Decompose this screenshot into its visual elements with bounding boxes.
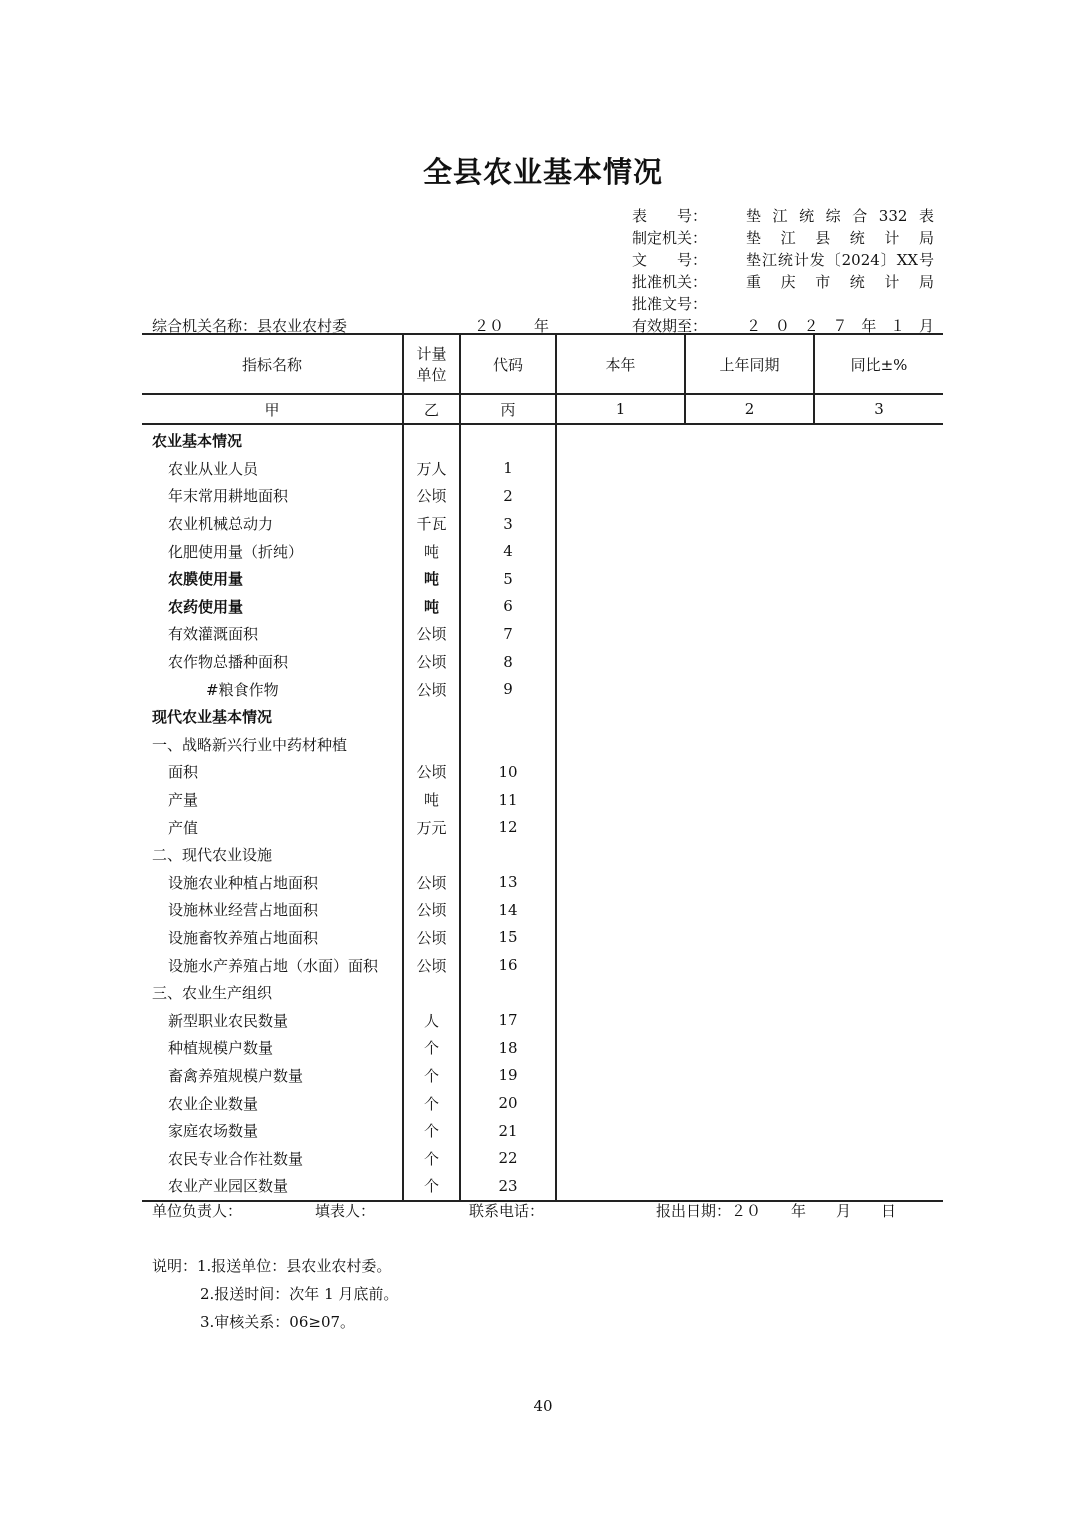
row-value-last-year[interactable] <box>685 841 814 869</box>
row-unit: 个 <box>403 1144 460 1172</box>
column-index: 3 <box>814 394 943 424</box>
table-row <box>142 813 943 841</box>
row-value-yoy[interactable] <box>814 675 943 703</box>
note-line: 3.审核关系：06≥07。 <box>200 1313 356 1331</box>
meta-label: 制定机关： <box>632 229 708 247</box>
table-row <box>142 924 943 952</box>
row-unit: 公顷 <box>403 896 460 924</box>
table-row <box>142 869 943 897</box>
valid-until-value: ２０２７年１月 <box>746 317 934 335</box>
row-unit: 吨 <box>403 786 460 814</box>
row-indicator-name: 农药使用量 <box>142 593 403 621</box>
row-unit: 吨 <box>403 537 460 565</box>
note-line: 说明：1.报送单位：县农业农村委。 <box>152 1257 392 1275</box>
table-row <box>142 1034 943 1062</box>
data-table <box>142 333 943 1202</box>
row-unit: 吨 <box>403 565 460 593</box>
row-unit: 个 <box>403 1089 460 1117</box>
table-row <box>142 841 943 869</box>
row-value-last-year[interactable] <box>685 1006 814 1034</box>
row-value-this-year[interactable] <box>556 510 685 538</box>
row-code: 17 <box>460 1006 556 1034</box>
table-row <box>142 482 943 510</box>
table-row <box>142 455 943 483</box>
row-value-this-year[interactable] <box>556 924 685 952</box>
row-value-yoy[interactable] <box>814 841 943 869</box>
row-code: 14 <box>460 896 556 924</box>
row-code: 6 <box>460 593 556 621</box>
col-header-unit-line2: 单位 <box>416 366 447 384</box>
row-value-yoy[interactable] <box>814 896 943 924</box>
row-value-last-year[interactable] <box>685 675 814 703</box>
row-value-last-year[interactable] <box>685 565 814 593</box>
row-value-yoy[interactable] <box>814 620 943 648</box>
row-indicator-name: 设施农业种植占地面积 <box>142 869 403 897</box>
row-unit: 公顷 <box>403 620 460 648</box>
table-row <box>142 675 943 703</box>
row-code: 5 <box>460 565 556 593</box>
table-row <box>142 565 943 593</box>
row-unit: 公顷 <box>403 758 460 786</box>
meta-label: 表 号： <box>632 207 708 225</box>
row-code: 19 <box>460 1062 556 1090</box>
row-value-this-year[interactable] <box>556 675 685 703</box>
row-value-this-year[interactable] <box>556 620 685 648</box>
row-value-yoy[interactable] <box>814 1006 943 1034</box>
row-indicator-name: 三、农业生产组织 <box>142 979 403 1007</box>
meta-label: 批准文号： <box>632 295 708 313</box>
row-value-last-year[interactable] <box>685 510 814 538</box>
row-value-yoy[interactable] <box>814 565 943 593</box>
row-value-last-year[interactable] <box>685 813 814 841</box>
table-row <box>142 786 943 814</box>
footer-responsible: 单位负责人： <box>152 1202 243 1220</box>
row-code: 13 <box>460 869 556 897</box>
row-indicator-name: 农业基本情况 <box>142 427 403 455</box>
table-row <box>142 1006 943 1034</box>
row-value-this-year[interactable] <box>556 648 685 676</box>
row-unit: 公顷 <box>403 675 460 703</box>
row-indicator-name: 产量 <box>142 786 403 814</box>
column-index: 甲 <box>142 394 403 424</box>
row-value-last-year[interactable] <box>685 1117 814 1145</box>
row-value-this-year[interactable] <box>556 1034 685 1062</box>
row-unit: 千瓦 <box>403 510 460 538</box>
row-code: 10 <box>460 758 556 786</box>
col-header-name: 指标名称 <box>142 334 403 394</box>
row-value-last-year[interactable] <box>685 537 814 565</box>
footer-report-date: 报出日期：２０ 年 月 日 <box>656 1202 897 1220</box>
row-value-this-year[interactable] <box>556 951 685 979</box>
row-indicator-name: #粮食作物 <box>142 675 403 703</box>
row-unit: 吨 <box>403 593 460 621</box>
row-value-yoy[interactable] <box>814 1172 943 1201</box>
row-value-last-year[interactable] <box>685 786 814 814</box>
table-row <box>142 537 943 565</box>
row-unit: 公顷 <box>403 482 460 510</box>
column-index: 丙 <box>460 394 556 424</box>
row-value-last-year[interactable] <box>685 1172 814 1201</box>
table-body <box>142 427 943 1201</box>
row-unit <box>403 703 460 731</box>
row-value-last-year[interactable] <box>685 620 814 648</box>
column-index: 乙 <box>403 394 460 424</box>
meta-label: 文 号： <box>632 251 708 269</box>
row-unit: 公顷 <box>403 924 460 952</box>
row-value-last-year[interactable] <box>685 455 814 483</box>
row-value-yoy[interactable] <box>814 951 943 979</box>
row-unit: 个 <box>403 1117 460 1145</box>
row-code: 16 <box>460 951 556 979</box>
row-value-this-year[interactable] <box>556 427 685 455</box>
row-indicator-name: 农业从业人员 <box>142 455 403 483</box>
col-header-yoy: 同比±% <box>814 334 943 394</box>
meta-value: 重庆市统计局 <box>746 273 934 291</box>
row-indicator-name: 新型职业农民数量 <box>142 1006 403 1034</box>
table-row <box>142 1144 943 1172</box>
row-value-last-year[interactable] <box>685 1144 814 1172</box>
table-row <box>142 703 943 731</box>
meta-value: 垫江统计发〔2024〕XX号 <box>746 251 934 269</box>
table-row <box>142 620 943 648</box>
row-code <box>460 841 556 869</box>
row-code: 9 <box>460 675 556 703</box>
row-indicator-name: 畜禽养殖规模户数量 <box>142 1062 403 1090</box>
row-value-last-year[interactable] <box>685 1089 814 1117</box>
column-index: 2 <box>685 394 814 424</box>
row-code: 11 <box>460 786 556 814</box>
col-header-unit <box>403 334 460 394</box>
table-row <box>142 758 943 786</box>
row-value-yoy[interactable] <box>814 869 943 897</box>
row-unit: 公顷 <box>403 869 460 897</box>
row-value-yoy[interactable] <box>814 427 943 455</box>
row-value-last-year[interactable] <box>685 896 814 924</box>
row-unit: 个 <box>403 1062 460 1090</box>
row-unit <box>403 731 460 759</box>
row-unit: 个 <box>403 1172 460 1201</box>
row-code: 22 <box>460 1144 556 1172</box>
row-value-yoy[interactable] <box>814 979 943 1007</box>
table-header-row <box>142 334 943 394</box>
row-indicator-name: 设施水产养殖占地（水面）面积 <box>142 951 403 979</box>
row-unit: 公顷 <box>403 951 460 979</box>
row-value-last-year[interactable] <box>685 758 814 786</box>
table-row <box>142 510 943 538</box>
org-name: 综合机关名称：县农业农村委 <box>152 317 348 335</box>
row-code: 12 <box>460 813 556 841</box>
row-value-this-year[interactable] <box>556 841 685 869</box>
valid-until-label: 有效期至： <box>632 317 708 335</box>
row-indicator-name: 设施畜牧养殖占地面积 <box>142 924 403 952</box>
row-value-last-year[interactable] <box>685 951 814 979</box>
row-value-yoy[interactable] <box>814 1034 943 1062</box>
row-value-yoy[interactable] <box>814 703 943 731</box>
row-indicator-name: 种植规模户数量 <box>142 1034 403 1062</box>
meta-label: 批准机关： <box>632 273 708 291</box>
row-indicator-name: 有效灌溉面积 <box>142 620 403 648</box>
row-unit <box>403 841 460 869</box>
row-value-this-year[interactable] <box>556 565 685 593</box>
row-code: 2 <box>460 482 556 510</box>
row-indicator-name: 农业机械总动力 <box>142 510 403 538</box>
row-value-this-year[interactable] <box>556 813 685 841</box>
note-line: 2.报送时间：次年 1 月底前。 <box>200 1285 399 1303</box>
row-indicator-name: 农业产业园区数量 <box>142 1172 403 1201</box>
row-code: 23 <box>460 1172 556 1201</box>
row-value-this-year[interactable] <box>556 482 685 510</box>
row-unit: 万人 <box>403 455 460 483</box>
row-value-last-year[interactable] <box>685 703 814 731</box>
row-value-this-year[interactable] <box>556 869 685 897</box>
row-value-yoy[interactable] <box>814 593 943 621</box>
row-value-last-year[interactable] <box>685 731 814 759</box>
col-header-this-year: 本年 <box>556 334 685 394</box>
table-row <box>142 1089 943 1117</box>
row-value-last-year[interactable] <box>685 593 814 621</box>
row-value-this-year[interactable] <box>556 758 685 786</box>
row-code <box>460 979 556 1007</box>
col-header-last-year: 上年同期 <box>685 334 814 394</box>
row-value-yoy[interactable] <box>814 786 943 814</box>
table-row <box>142 593 943 621</box>
row-indicator-name: 农民专业合作社数量 <box>142 1144 403 1172</box>
row-code <box>460 703 556 731</box>
row-value-this-year[interactable] <box>556 786 685 814</box>
row-value-this-year[interactable] <box>556 537 685 565</box>
col-header-unit-line1: 计量 <box>416 345 447 363</box>
meta-value: 垫江县统计局 <box>746 229 934 247</box>
row-value-last-year[interactable] <box>685 869 814 897</box>
row-value-yoy[interactable] <box>814 1062 943 1090</box>
row-indicator-name: 家庭农场数量 <box>142 1117 403 1145</box>
row-code: 18 <box>460 1034 556 1062</box>
row-indicator-name: 产值 <box>142 813 403 841</box>
row-value-this-year[interactable] <box>556 979 685 1007</box>
document-title: 全县农业基本情况 <box>422 155 663 189</box>
row-value-this-year[interactable] <box>556 1117 685 1145</box>
table-row <box>142 1172 943 1201</box>
meta-value: 垫江统综合332表 <box>746 207 934 225</box>
table-row <box>142 896 943 924</box>
row-code: 7 <box>460 620 556 648</box>
row-value-this-year[interactable] <box>556 1144 685 1172</box>
row-value-this-year[interactable] <box>556 896 685 924</box>
row-code: 1 <box>460 455 556 483</box>
row-code: 4 <box>460 537 556 565</box>
row-value-this-year[interactable] <box>556 703 685 731</box>
year-field: ２０ 年 <box>474 317 550 335</box>
row-unit: 公顷 <box>403 648 460 676</box>
row-value-last-year[interactable] <box>685 482 814 510</box>
row-value-yoy[interactable] <box>814 648 943 676</box>
row-indicator-name: 农膜使用量 <box>142 565 403 593</box>
row-unit <box>403 427 460 455</box>
table-row <box>142 648 943 676</box>
row-value-this-year[interactable] <box>556 731 685 759</box>
row-code: 15 <box>460 924 556 952</box>
table-row <box>142 1117 943 1145</box>
column-index: 1 <box>556 394 685 424</box>
row-value-last-year[interactable] <box>685 427 814 455</box>
row-indicator-name: 化肥使用量（折纯） <box>142 537 403 565</box>
row-indicator-name: 现代农业基本情况 <box>142 703 403 731</box>
table-row <box>142 731 943 759</box>
row-value-last-year[interactable] <box>685 924 814 952</box>
row-value-this-year[interactable] <box>556 1172 685 1201</box>
row-unit: 万元 <box>403 813 460 841</box>
row-unit: 人 <box>403 1006 460 1034</box>
row-unit <box>403 979 460 1007</box>
row-value-yoy[interactable] <box>814 1089 943 1117</box>
row-value-this-year[interactable] <box>556 455 685 483</box>
row-value-yoy[interactable] <box>814 482 943 510</box>
row-code: 21 <box>460 1117 556 1145</box>
row-value-yoy[interactable] <box>814 455 943 483</box>
row-value-last-year[interactable] <box>685 1034 814 1062</box>
row-value-yoy[interactable] <box>814 1117 943 1145</box>
row-value-last-year[interactable] <box>685 979 814 1007</box>
row-unit: 个 <box>403 1034 460 1062</box>
row-value-this-year[interactable] <box>556 1089 685 1117</box>
row-value-yoy[interactable] <box>814 813 943 841</box>
footer-phone: 联系电话： <box>469 1202 545 1220</box>
row-value-last-year[interactable] <box>685 1062 814 1090</box>
row-value-this-year[interactable] <box>556 1006 685 1034</box>
row-code: 8 <box>460 648 556 676</box>
footer-filler: 填表人： <box>315 1202 376 1220</box>
row-code: 3 <box>460 510 556 538</box>
column-index-row <box>142 394 943 424</box>
row-code: 20 <box>460 1089 556 1117</box>
row-value-yoy[interactable] <box>814 537 943 565</box>
row-value-yoy[interactable] <box>814 731 943 759</box>
row-value-last-year[interactable] <box>685 648 814 676</box>
row-value-this-year[interactable] <box>556 1062 685 1090</box>
row-value-this-year[interactable] <box>556 593 685 621</box>
page-number: 40 <box>533 1397 553 1415</box>
row-value-yoy[interactable] <box>814 510 943 538</box>
table-row <box>142 979 943 1007</box>
row-code <box>460 427 556 455</box>
row-code <box>460 731 556 759</box>
row-indicator-name: 农作物总播种面积 <box>142 648 403 676</box>
row-indicator-name: 农业企业数量 <box>142 1089 403 1117</box>
row-indicator-name: 年末常用耕地面积 <box>142 482 403 510</box>
table-row <box>142 951 943 979</box>
row-indicator-name: 二、现代农业设施 <box>142 841 403 869</box>
col-header-code: 代码 <box>460 334 556 394</box>
row-value-yoy[interactable] <box>814 1144 943 1172</box>
table-row <box>142 427 943 455</box>
row-indicator-name: 面积 <box>142 758 403 786</box>
row-indicator-name: 设施林业经营占地面积 <box>142 896 403 924</box>
table-row <box>142 1062 943 1090</box>
row-indicator-name: 一、战略新兴行业中药材种植 <box>142 731 403 759</box>
row-value-yoy[interactable] <box>814 758 943 786</box>
row-value-yoy[interactable] <box>814 924 943 952</box>
